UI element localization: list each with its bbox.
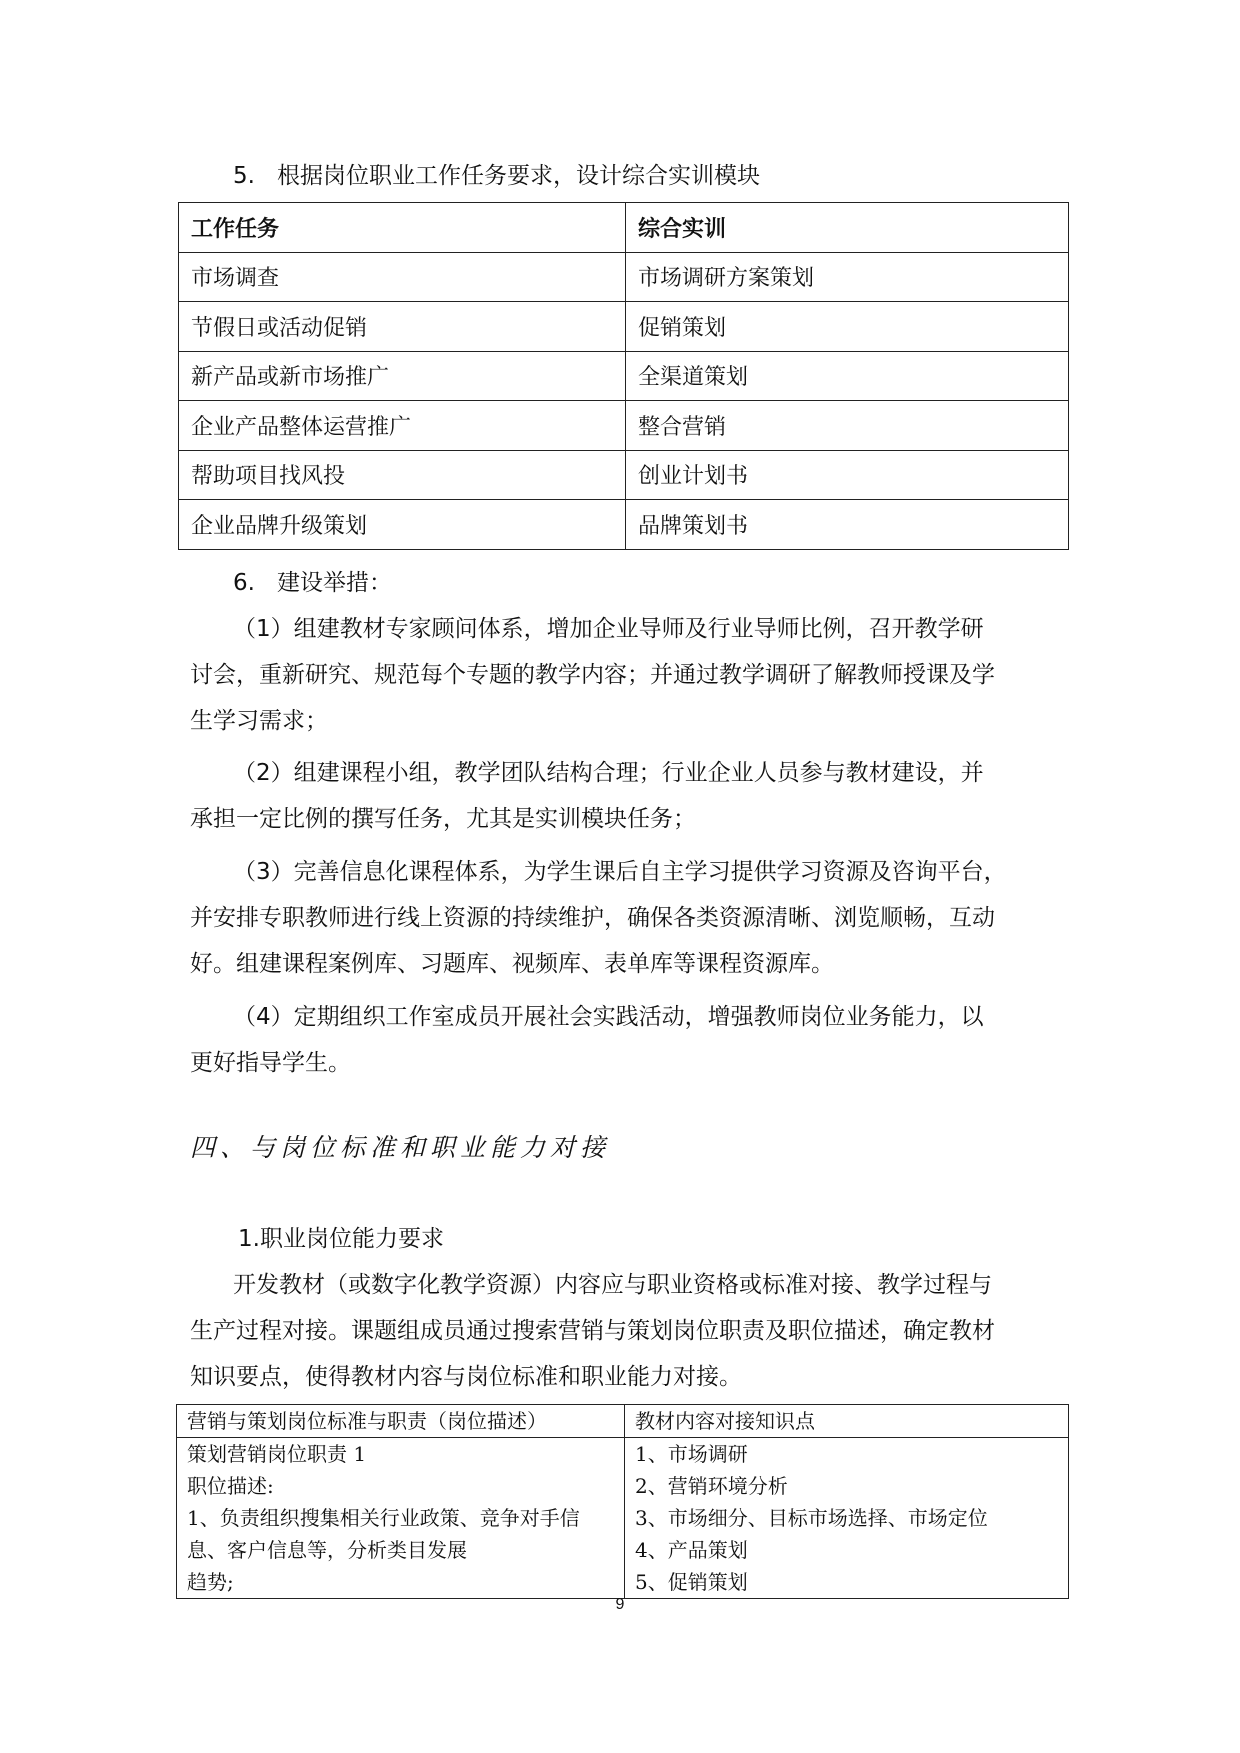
item-6-text: 建设举措： — [276, 570, 392, 596]
table-cell: 节假日或活动促销 — [179, 302, 626, 352]
table-row — [179, 351, 1069, 401]
table-cell: 全渠道策划 — [626, 351, 1069, 401]
table-cell: 企业产品整体运营推广 — [179, 401, 626, 451]
table-header-cell: 教材内容对接知识点 — [625, 1405, 1069, 1438]
job-standard-table — [176, 1404, 1069, 1599]
table-row — [179, 302, 1069, 352]
measure-3-line-2: 并安排专职教师进行线上资源的持续维护，确保各类资源清晰、浏览顺畅，互动 — [190, 905, 995, 931]
table-cell-job-description — [177, 1438, 625, 1599]
table-cell: 品牌策划书 — [626, 500, 1069, 550]
page-number: 9 — [615, 1596, 625, 1613]
training-module-table — [178, 202, 1069, 550]
table-cell: 帮助项目找风投 — [179, 450, 626, 500]
subsection-1-paragraph-line-3: 知识要点，使得教材内容与岗位标准和职业能力对接。 — [190, 1364, 742, 1390]
item-6-number: 6. — [233, 570, 255, 596]
table-cell: 企业品牌升级策划 — [179, 500, 626, 550]
measure-2-line-1: （2）组建课程小组，教学团队结构合理；行业企业人员参与教材建设，并 — [233, 760, 984, 786]
subsection-1-title: 1.职业岗位能力要求 — [238, 1226, 444, 1252]
cell-line: 2、营销环境分析 — [635, 1474, 788, 1498]
measure-3-line-1: （3）完善信息化课程体系，为学生课后自主学习提供学习资源及咨询平台， — [233, 859, 1007, 885]
item-5-number: 5. — [233, 163, 255, 189]
item-6-heading — [233, 567, 392, 599]
measure-1-line-1: （1）组建教材专家顾问体系，增加企业导师及行业导师比例，召开教学研 — [233, 616, 984, 642]
table-header-row — [177, 1405, 1069, 1438]
measure-4-line-1: （4）定期组织工作室成员开展社会实践活动，增强教师岗位业务能力，以 — [233, 1004, 984, 1030]
cell-line: 息、客户信息等，分析类目发展 — [187, 1538, 467, 1562]
cell-line: 3、市场细分、目标市场选择、市场定位 — [635, 1506, 988, 1530]
table-row — [179, 450, 1069, 500]
table-cell: 市场调查 — [179, 252, 626, 302]
measure-2-line-2: 承担一定比例的撰写任务，尤其是实训模块任务； — [190, 806, 696, 832]
table-header-cell: 综合实训 — [626, 203, 1069, 253]
cell-line: 趋势; — [187, 1570, 234, 1594]
measure-1-line-2: 讨会，重新研究、规范每个专题的教学内容；并通过教学调研了解教师授课及学 — [190, 662, 995, 688]
cell-line: 5、促销策划 — [635, 1570, 748, 1594]
table-cell: 促销策划 — [626, 302, 1069, 352]
table-row — [179, 252, 1069, 302]
item-5-text: 根据岗位职业工作任务要求，设计综合实训模块 — [276, 163, 760, 189]
cell-line: 1、市场调研 — [635, 1442, 748, 1466]
table-cell-knowledge-points — [625, 1438, 1069, 1599]
subsection-1-paragraph-line-2: 生产过程对接。课题组成员通过搜索营销与策划岗位职责及职位描述，确定教材 — [190, 1318, 995, 1344]
section-4-title: 四、与岗位标准和职业能力对接 — [190, 1133, 611, 1162]
cell-line: 职位描述: — [187, 1474, 274, 1498]
table-header-cell: 工作任务 — [179, 203, 626, 253]
cell-line: 策划营销岗位职责 1 — [187, 1442, 367, 1466]
table-row — [179, 401, 1069, 451]
cell-line: 1、负责组织搜集相关行业政策、竞争对手信 — [187, 1506, 580, 1530]
table-row — [179, 500, 1069, 550]
table-header-row — [179, 203, 1069, 253]
item-5-heading — [233, 160, 760, 192]
measure-1-line-3: 生学习需求； — [190, 708, 328, 734]
table-cell: 创业计划书 — [626, 450, 1069, 500]
cell-line: 4、产品策划 — [635, 1538, 748, 1562]
measure-4-line-2: 更好指导学生。 — [190, 1050, 351, 1076]
table-row — [177, 1438, 1069, 1599]
table-cell: 整合营销 — [626, 401, 1069, 451]
table-cell: 市场调研方案策划 — [626, 252, 1069, 302]
subsection-1-paragraph-line-1: 开发教材（或数字化教学资源）内容应与职业资格或标准对接、教学过程与 — [233, 1272, 992, 1298]
table-cell: 新产品或新市场推广 — [179, 351, 626, 401]
measure-3-line-3: 好。组建课程案例库、习题库、视频库、表单库等课程资源库。 — [190, 951, 834, 977]
table-header-cell: 营销与策划岗位标准与职责（岗位描述） — [177, 1405, 625, 1438]
